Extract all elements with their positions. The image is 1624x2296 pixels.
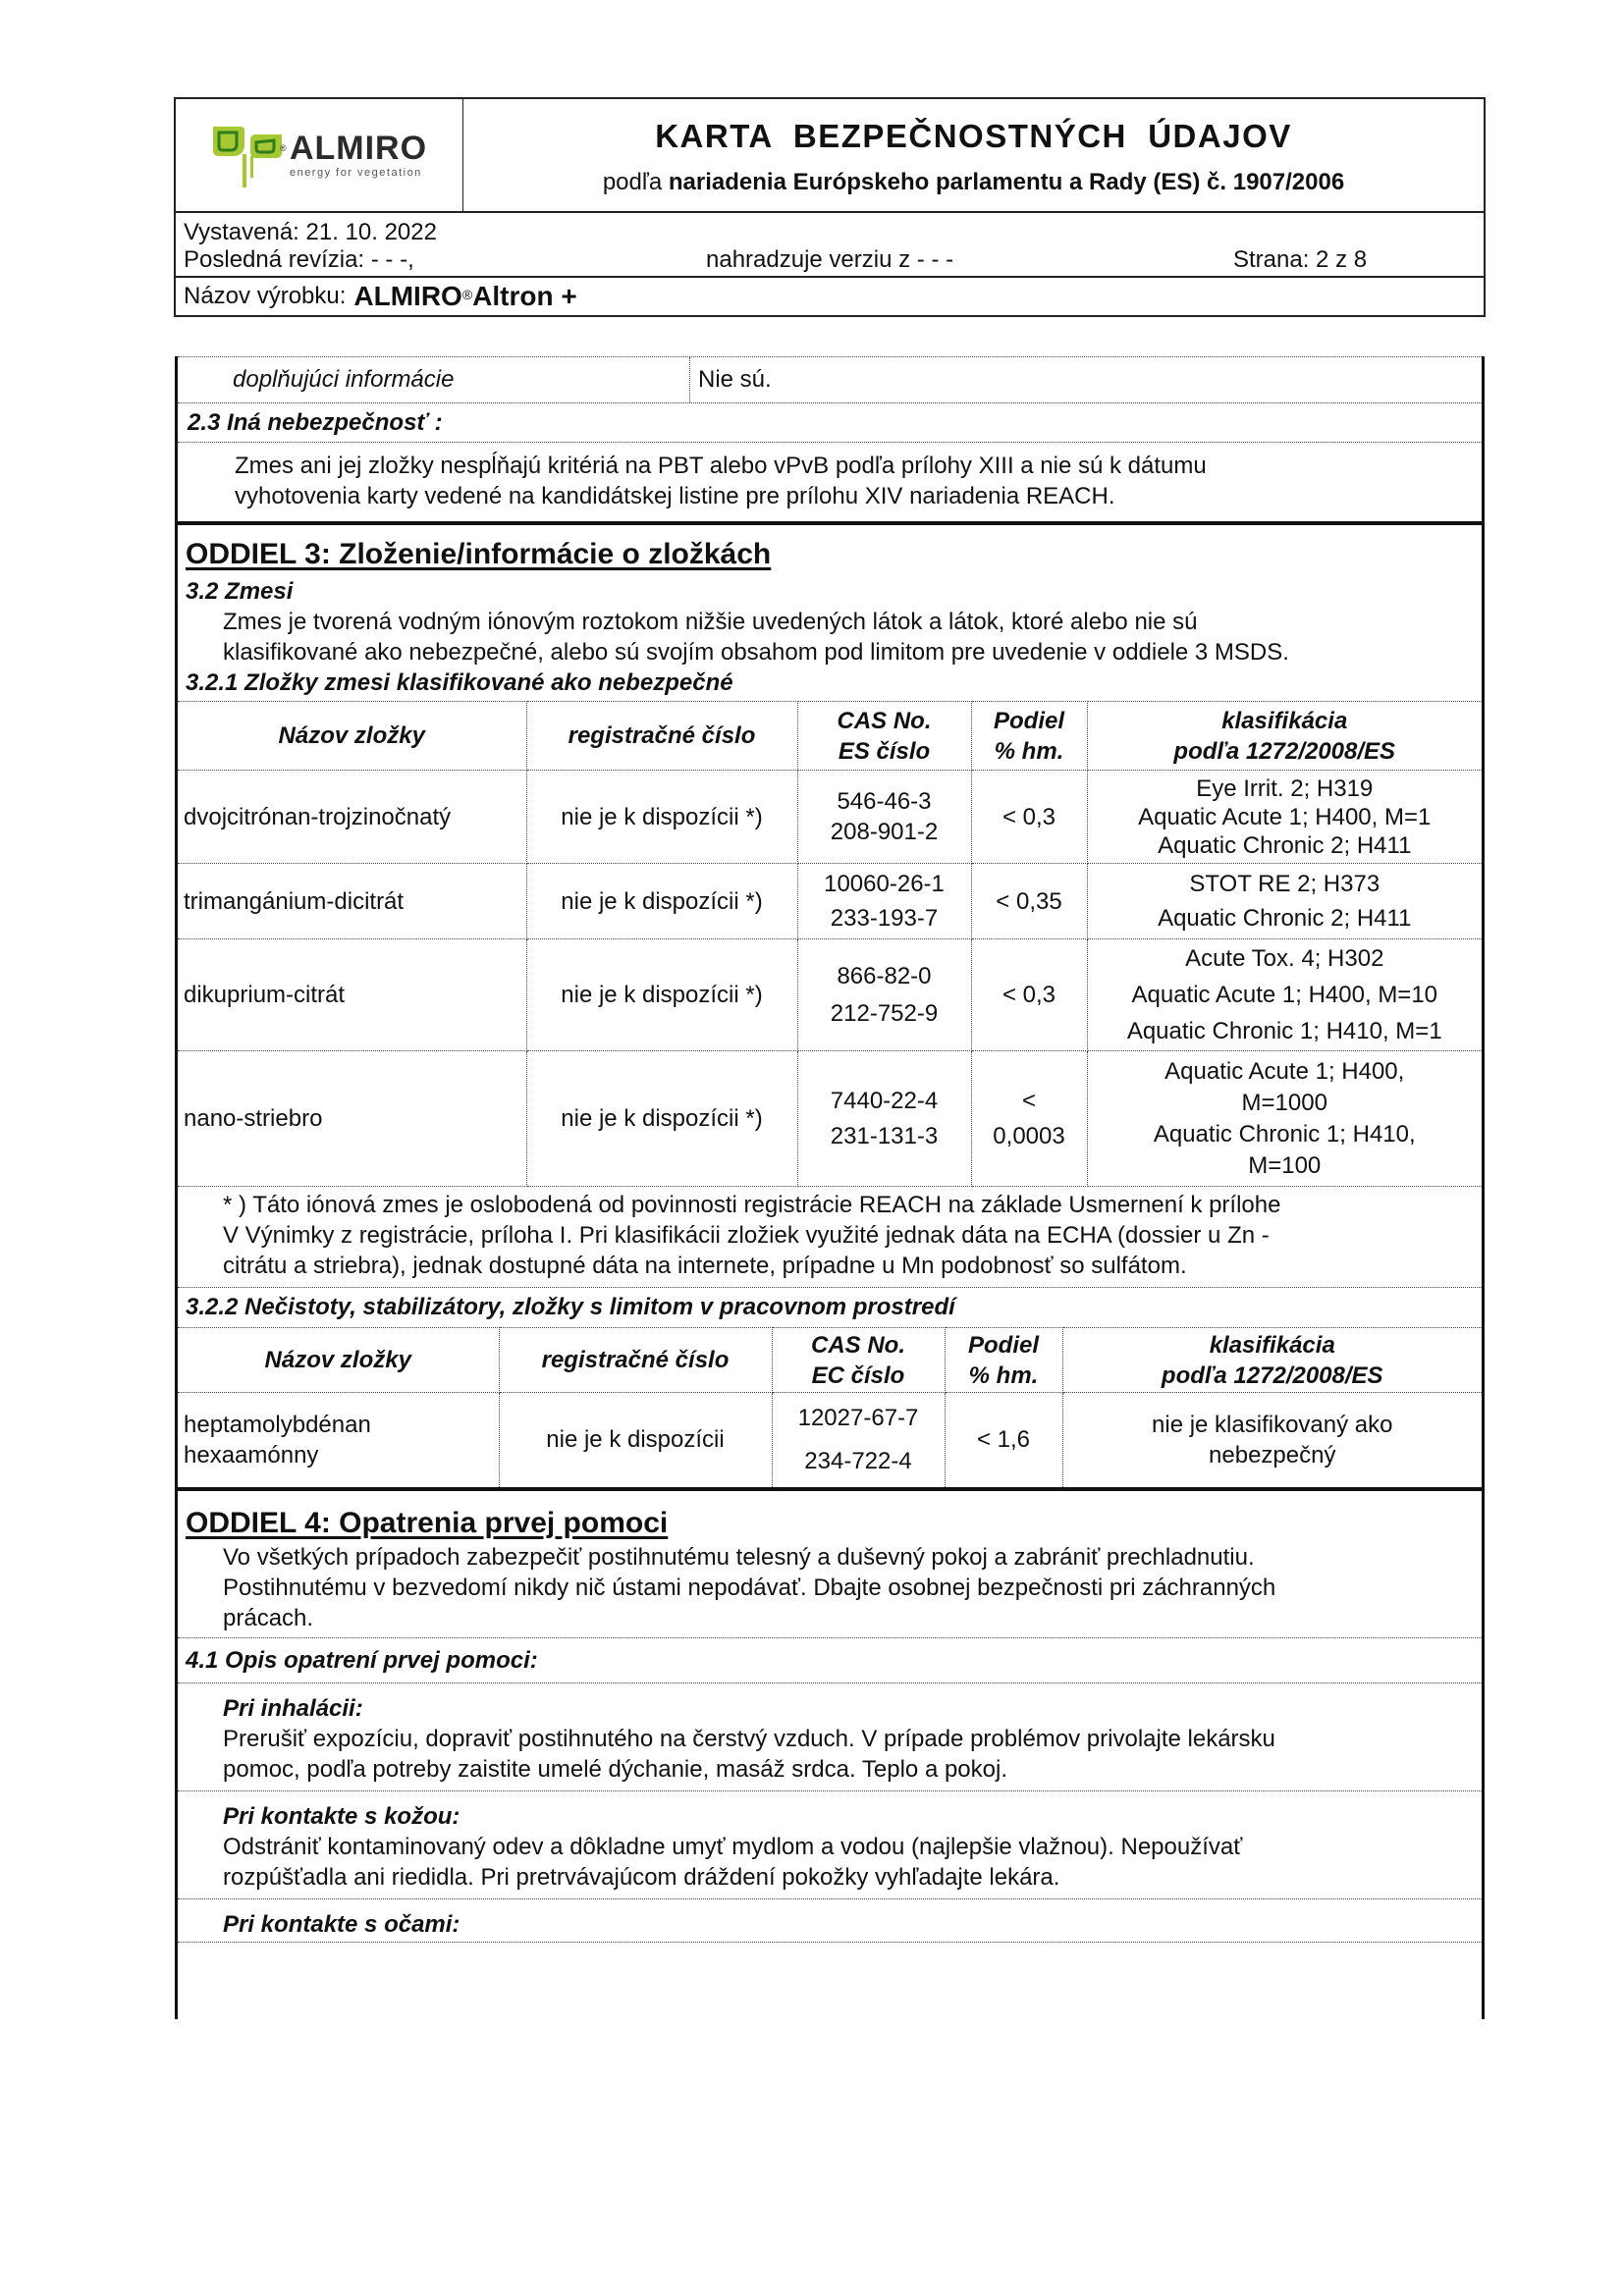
table-row xyxy=(178,771,1482,864)
replaces-version: nahradzuje verziu z - - - xyxy=(706,246,954,273)
inhalation-line: Prerušiť expozíciu, dopraviť postihnutého na čerstvý vzduch. V prípade problémov privolajte lekársku xyxy=(223,1725,1275,1752)
logo-brand: ® ALMIRO xyxy=(279,130,428,167)
issued-date: Vystavená: 21. 10. 2022 xyxy=(184,219,437,245)
section4-heading: ODDIEL 4: Opatrenia prvej pomoci xyxy=(186,1506,669,1539)
classification: nie je klasifikovaný ako nebezpečný xyxy=(1062,1393,1482,1489)
document-body xyxy=(175,356,1485,2019)
product-name-row xyxy=(176,278,1484,315)
skin-block xyxy=(178,1791,1482,1899)
additional-info-row xyxy=(178,356,1482,403)
mixtures-line: Zmes je tvorená vodným iónovým roztokom nižšie uvedených látok a látok, ktoré alebo nie sú xyxy=(223,609,1198,635)
section4 xyxy=(178,1491,1482,1638)
section3-heading: ODDIEL 3: Zloženie/informácie o zložkách xyxy=(186,538,772,570)
inhalation-block xyxy=(178,1683,1482,1791)
col-share: Podiel % hm. xyxy=(945,1328,1062,1393)
component-name: heptamolybdénan hexaamónny xyxy=(178,1393,499,1489)
intro-line: prácach. xyxy=(223,1604,314,1631)
document-title: KARTA BEZPEČNOSTNÝCH ÚDAJOV xyxy=(655,118,1292,154)
footnote-line: * ) Táto iónová zmes je oslobodená od povinnosti registrácie REACH na základe Usmernení k prílohe xyxy=(223,1192,1281,1218)
component-name: trimangánium-dicitrát xyxy=(178,864,526,939)
document-meta xyxy=(176,213,1484,278)
cas-es-number: 7440-22-4 231-131-3 xyxy=(797,1051,971,1187)
mixtures-text xyxy=(186,607,1482,667)
component-name: dvojcitrónan-trojzinočnatý xyxy=(178,771,526,864)
classification: STOT RE 2; H373 Aquatic Chronic 2; H411 xyxy=(1087,864,1482,939)
other-hazard-line: vyhotovenia karty vedené na kandidátskej listine pre prílohu XIV nariadenia REACH. xyxy=(235,483,1115,509)
measures-heading-row xyxy=(178,1638,1482,1683)
classification: Acute Tox. 4; H302 Aquatic Acute 1; H400, M=10 Aquatic Chronic 1; H410, M=1 xyxy=(1087,939,1482,1051)
col-name: Názov zložky xyxy=(178,702,526,771)
cas-es-number: 866-82-0 212-752-9 xyxy=(797,939,971,1051)
section3 xyxy=(178,525,1482,698)
table-row xyxy=(178,1393,1482,1489)
skin-line: Odstrániť kontaminovaný odev a dôkladne umyť mydlom a vodou (najlepšie vlažnou). Nepoužívať xyxy=(223,1833,1243,1860)
col-registration: registračné číslo xyxy=(526,702,797,771)
other-hazard-line: Zmes ani jej zložky nespĺňajú kritériá na PBT alebo vPvB podľa prílohy XIII a nie sú k dátumu xyxy=(235,453,1207,479)
page-number: Strana: 2 z 8 xyxy=(1233,246,1368,273)
table-header-row xyxy=(178,1328,1482,1393)
table-row xyxy=(178,1051,1482,1187)
impurities-heading-row xyxy=(178,1288,1482,1327)
table-row xyxy=(178,864,1482,939)
share: < 0,3 xyxy=(971,771,1087,864)
last-revision: Posledná revízia: - - -, xyxy=(184,246,414,273)
cas-es-number: 10060-26-1 233-193-7 xyxy=(797,864,971,939)
component-name: nano-striebro xyxy=(178,1051,526,1187)
col-registration: registračné číslo xyxy=(499,1328,772,1393)
eyes-block xyxy=(178,1899,1482,1943)
cas-es-number: 546-46-3 208-901-2 xyxy=(797,771,971,864)
cas-ec-number: 12027-67-7 234-722-4 xyxy=(772,1393,945,1489)
share: < 0,3 xyxy=(971,939,1087,1051)
table-header-row xyxy=(178,702,1482,771)
other-hazard-text xyxy=(178,443,1482,525)
registration-number: nie je k dispozícii xyxy=(499,1393,772,1489)
intro-line: Vo všetkých prípadoch zabezpečiť postihnutému telesný a duševný pokoj a zabrániť prechladnutiu. xyxy=(223,1543,1255,1571)
other-hazard-heading-row xyxy=(178,403,1482,443)
hazardous-components-table xyxy=(178,701,1482,1187)
mixtures-line: klasifikované ako nebezpečné, alebo sú svojím obsahom pod limitom pre uvedenie v oddiele 3 MSDS. xyxy=(223,639,1289,666)
col-name: Názov zložky xyxy=(178,1328,499,1393)
share: < 1,6 xyxy=(945,1393,1062,1489)
registration-number: nie je k dispozícii *) xyxy=(526,771,797,864)
impurities-heading: 3.2.2 Nečistoty, stabilizátory, zložky s limitom v pracovnom prostredí xyxy=(186,1294,955,1320)
registration-number: nie je k dispozícii *) xyxy=(526,939,797,1051)
document-subtitle: podľa nariadenia Európskeho parlamentu a Rady (ES) č. 1907/2006 xyxy=(602,169,1345,195)
section4-intro xyxy=(186,1542,1482,1633)
footnote-line: V Výnimky z registrácie, príloha I. Pri klasifikácii zložiek využité jednak dáta na ECHA (dossier u Zn - xyxy=(223,1222,1270,1249)
col-share: Podiel % hm. xyxy=(971,702,1087,771)
classification: Eye Irrit. 2; H319 Aquatic Acute 1; H400, M=1 Aquatic Chronic 2; H411 xyxy=(1087,771,1482,864)
table-row xyxy=(178,939,1482,1051)
document-header xyxy=(174,97,1486,317)
hazardous-components-heading: 3.2.1 Zložky zmesi klasifikované ako nebezpečné xyxy=(186,669,733,696)
col-classification: klasifikácia podľa 1272/2008/ES xyxy=(1062,1328,1482,1393)
col-cas-es: CAS No. ES číslo xyxy=(797,702,971,771)
registration-number: nie je k dispozícii *) xyxy=(526,1051,797,1187)
share: < 0,35 xyxy=(971,864,1087,939)
title-cell xyxy=(463,99,1484,211)
footnote-line: citrátu a striebra), jednak dostupné dáta na internete, prípadne u Mn podobnosť so sulfátom. xyxy=(223,1253,1187,1279)
eyes-heading: Pri kontakte s očami: xyxy=(223,1910,460,1938)
logo-cell xyxy=(176,99,463,211)
skin-heading: Pri kontakte s kožou: xyxy=(223,1802,460,1830)
inhalation-heading: Pri inhalácii: xyxy=(223,1694,363,1722)
other-hazard-heading: 2.3 Iná nebezpečnosť : xyxy=(188,409,443,436)
measures-heading: 4.1 Opis opatrení prvej pomoci: xyxy=(186,1646,538,1674)
product-label: Názov výrobku: xyxy=(184,283,347,309)
intro-line: Postihnutému v bezvedomí nikdy nič ústami nepodávať. Dbajte osobnej bezpečnosti pri záchranných xyxy=(223,1574,1276,1601)
logo-tagline: energy for vegetation xyxy=(289,167,422,179)
col-cas-ec: CAS No. EC číslo xyxy=(772,1328,945,1393)
registration-number: nie je k dispozícii *) xyxy=(526,864,797,939)
leaf-icon xyxy=(211,121,284,189)
inhalation-line: pomoc, podľa potreby zaistite umelé dýchanie, masáž srdca. Teplo a pokoj. xyxy=(223,1755,1007,1783)
additional-info-value: Nie sú. xyxy=(698,366,772,393)
col-classification: klasifikácia podľa 1272/2008/ES xyxy=(1087,702,1482,771)
mixtures-heading: 3.2 Zmesi xyxy=(186,578,294,605)
skin-line: rozpúšťadla ani riedidla. Pri pretrvávajúcom dráždení pokožky vyhľadajte lekára. xyxy=(223,1863,1060,1891)
product-name: ALMIRO®Altron + xyxy=(353,281,577,311)
impurities-table xyxy=(178,1327,1482,1491)
classification: Aquatic Acute 1; H400, M=1000 Aquatic Chronic 1; H410, M=100 xyxy=(1087,1051,1482,1187)
component-name: dikuprium-citrát xyxy=(178,939,526,1051)
share: < 0,0003 xyxy=(971,1051,1087,1187)
additional-info-label: doplňujúci informácie xyxy=(178,357,690,402)
almiro-logo xyxy=(211,121,427,189)
footnote xyxy=(178,1187,1482,1288)
